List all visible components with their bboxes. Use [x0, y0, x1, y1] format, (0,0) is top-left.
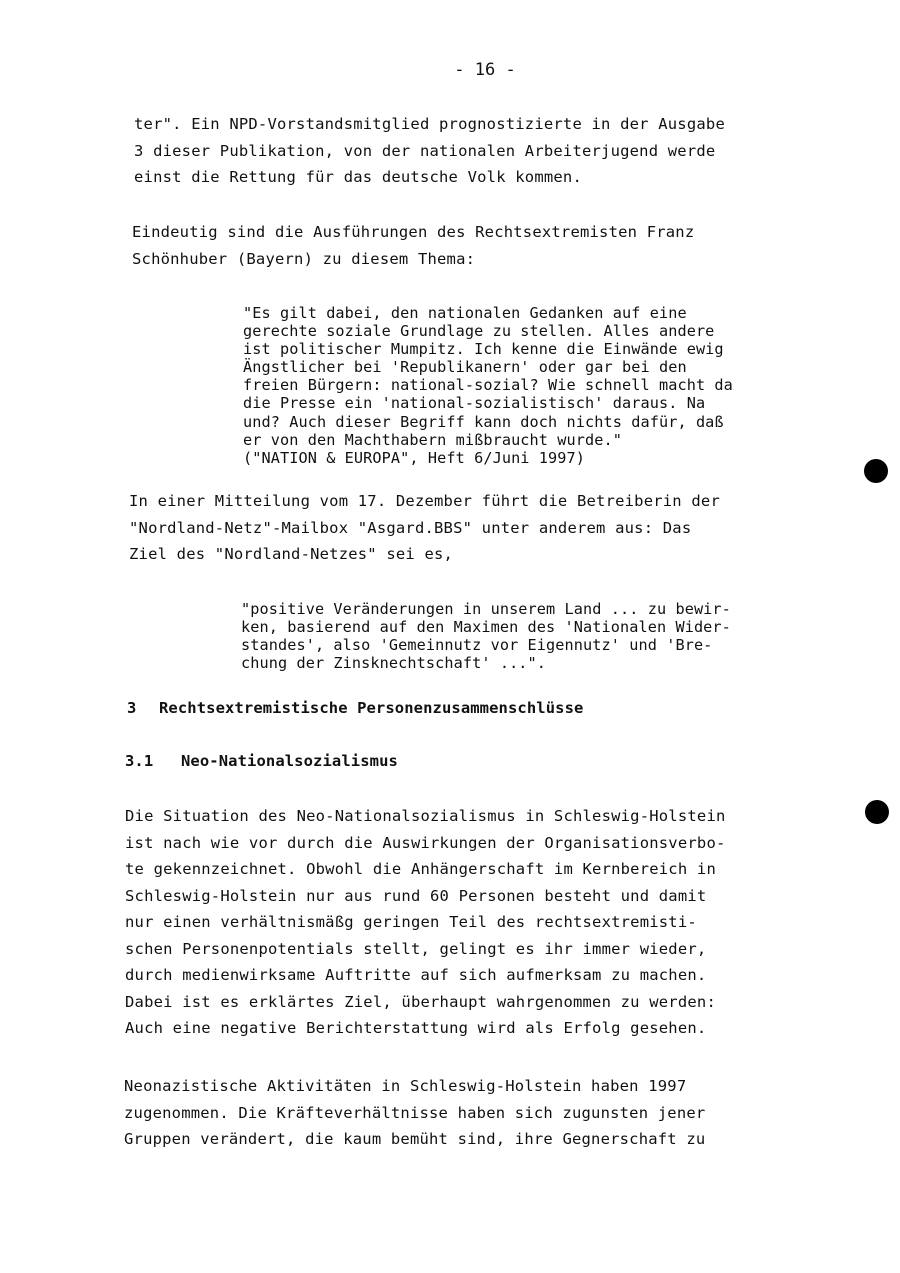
- paragraph-4: Die Situation des Neo-Nationalsozialismus in Schleswig-Holstein ist nach wie vor durch die Auswirkungen der Organisationsverbo- te gekennzeichnet. Obwohl die Anhängerschaft im Kernbereich in Schleswig-Holstein nur aus rund 60 Personen besteht und damit nur einen verhältnismäßg geringen Teil des rechtsextremisti- schen Personenpotentials stellt, gelingt es ihr immer wieder, durch medienwirksame Auftritte auf sich aufmerksam zu machen. Dabei ist es erklärtes Ziel, überhaupt wahrgenommen zu werden: Auch eine negative Berichterstattung wird als Erfolg gesehen.: [125, 807, 726, 1037]
- paragraph-3: In einer Mitteilung vom 17. Dezember führt die Betreiberin der "Nordland-Netz"-Mailbox "Asgard.BBS" unter anderem aus: Das Ziel des "Nordland-Netzes" sei es,: [129, 492, 720, 563]
- page-number: - 16 -: [454, 60, 516, 80]
- binder-hole-mark: [865, 800, 889, 824]
- section-heading-number: 3: [127, 699, 137, 717]
- paragraph-2: Eindeutig sind die Ausführungen des Rechtsextremisten Franz Schönhuber (Bayern) zu diesem Thema:: [132, 223, 695, 268]
- blockquote-2: "positive Veränderungen in unserem Land ... zu bewir- ken, basierend auf den Maximen des 'Nationalen Wider- standes', also 'Gemeinnutz vor Eigennutz' und 'Bre- chung der Zinsknechtschaft' ...".: [241, 600, 731, 673]
- paragraph-5: Neonazistische Aktivitäten in Schleswig-Holstein haben 1997 zugenommen. Die Kräfteverhältnisse haben sich zugunsten jener Gruppen verändert, die kaum bemüht sind, ihre Gegnerschaft zu: [124, 1077, 706, 1148]
- binder-hole-mark: [864, 459, 888, 483]
- subsection-heading-number: 3.1: [125, 752, 154, 770]
- blockquote-1: "Es gilt dabei, den nationalen Gedanken auf eine gerechte soziale Grundlage zu stellen. Alles andere ist politischer Mumpitz. Ich kenne die Einwände ewig Ängstlicher bei 'Republikanern' oder gar bei den freien Bürgern: national-sozial? Wie schnell macht da die Presse ein 'national-sozialistisch' daraus. Na und? Auch dieser Begriff kann doch nichts dafür, daß er von den Machthabern mißbraucht wurde." ("NATION & EUROPA", Heft 6/Juni 1997): [243, 304, 733, 467]
- section-heading: Rechtsextremistische Personenzusammenschlüsse: [159, 699, 584, 717]
- subsection-heading: Neo-Nationalsozialismus: [181, 752, 398, 770]
- paragraph-1: ter". Ein NPD-Vorstandsmitglied prognostizierte in der Ausgabe 3 dieser Publikation, von der nationalen Arbeiterjugend werde einst die Rettung für das deutsche Volk kommen.: [134, 115, 725, 186]
